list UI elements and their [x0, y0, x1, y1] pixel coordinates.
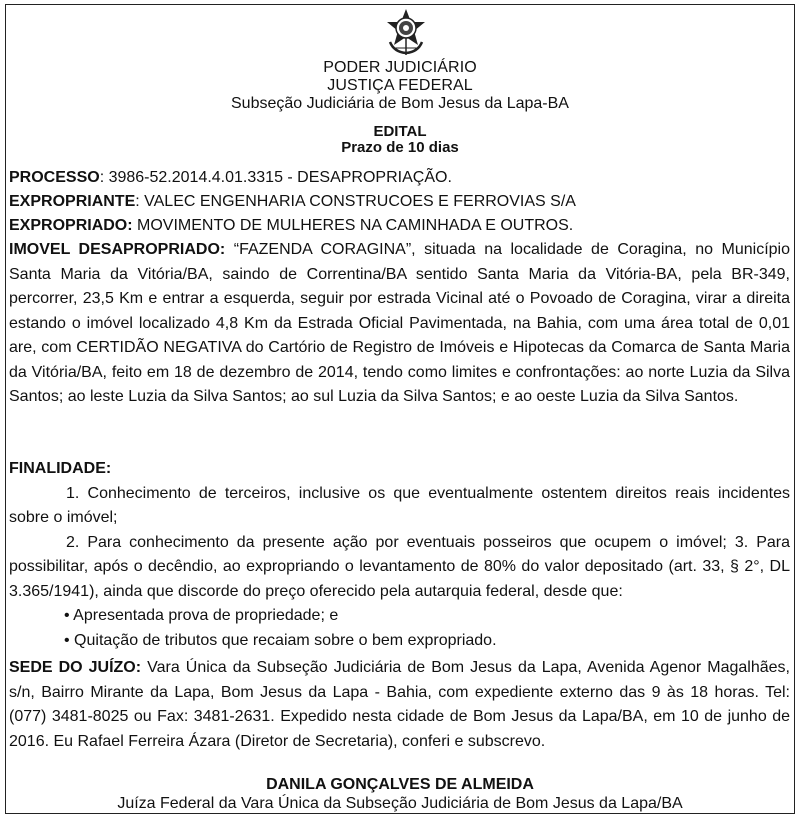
finalidade-item-1: 1. Conhecimento de terceiros, inclusive os que eventualmente ostentem direitos reais incidentes sobre o imóvel; — [9, 484, 790, 526]
processo-value: : 3986-52.2014.4.01.3315 - DESAPROPRIAÇÃO. — [99, 169, 452, 186]
brazil-coat-of-arms-icon — [384, 8, 428, 56]
expropriante-line — [9, 190, 790, 214]
case-info — [9, 166, 790, 238]
processo-label: PROCESSO — [9, 169, 100, 186]
edital-title — [6, 124, 794, 156]
imovel-paragraph — [9, 238, 790, 410]
expropriado-line — [9, 214, 790, 238]
finalidade-section — [9, 457, 790, 653]
sede-label: SEDE DO JUÍZO: — [9, 659, 142, 676]
finalidade-item-2: 2. Para conhecimento da presente ação por eventuais posseiros que ocupem o imóvel; 3. Para possibilitar, após o decêndio, ao expropriando o levantamento de 80% do valor depositado (art. 33, § 2°, DL 3.365/1941), ainda que discorde do preço oferecido pela autarquia federal, desde que: — [9, 533, 790, 600]
header-line-justica: JUSTIÇA FEDERAL — [327, 77, 473, 94]
expropriado-value: MOVIMENTO DE MULHERES NA CAMINHADA E OUTROS. — [132, 217, 574, 234]
signature-role: Juíza Federal da Vara Única da Subseção Judiciária de Bom Jesus da Lapa/BA — [117, 795, 683, 812]
sede-paragraph — [9, 656, 790, 754]
title-main: EDITAL — [373, 123, 427, 140]
imovel-text: “FAZENDA CORAGINA”, situada na localidade de Coragina, no Município Santa Maria da Vitória/BA, saindo de Correntina/BA sentido Santa Maria da Vitória-BA, pela BR-349, percorrer, 23,5 Km e entrar a esquerda, seguir por estrada Vicinal até o Povoado de Coragina, virar a direita estando o imóvel localizado 4,8 Km da Estrada Oficial Pavimentada, na Bahia, com uma área total de 0,01 are, com CERTIDÃO NEGATIVA do Cartório de Registro de Imóveis e Hipotecas da Comarca de Santa Maria da Vitória/BA, feito em 18 de dezembro de 2014, tendo como limites e confrontações: ao norte Luzia da Silva Santos; ao leste Luzia da Silva Santos; ao sul Luzia da Silva Santos; e ao oeste Luzia da Silva Santos. — [9, 241, 791, 405]
edital-document — [5, 4, 795, 814]
court-header — [6, 59, 794, 113]
header-line-poder: PODER JUDICIÁRIO — [323, 59, 477, 76]
imovel-label: IMOVEL DESAPROPRIADO: — [9, 241, 226, 258]
expropriante-value: : VALEC ENGENHARIA CONSTRUCOES E FERROVIAS S/A — [135, 193, 576, 210]
finalidade-label-text: FINALIDADE: — [9, 460, 112, 477]
finalidade-bullet-1: • Apresentada prova de propriedade; e — [64, 607, 339, 624]
expropriante-label: EXPROPRIANTE — [9, 193, 136, 210]
processo-line — [9, 166, 790, 190]
finalidade-bullet-2: • Quitação de tributos que recaiam sobre o bem expropriado. — [64, 631, 497, 649]
signature-name: DANILA GONÇALVES DE ALMEIDA — [266, 776, 534, 793]
finalidade-label — [9, 457, 790, 482]
title-sub: Prazo de 10 dias — [341, 139, 459, 156]
header-line-subsecao: Subseção Judiciária de Bom Jesus da Lapa-BA — [231, 95, 569, 112]
signature-block — [6, 775, 794, 813]
expropriado-label: EXPROPRIADO: — [9, 217, 133, 234]
sede-text: Vara Única da Subseção Judiciária de Bom Jesus da Lapa, Avenida Agenor Magalhães, s/n, Bairro Mirante da Lapa, Bom Jesus da Lapa - Bahia, com expediente externo das 9 às 18 horas. Tel: (077) 3481-8025 ou Fax: 3481-2631. Expedido nesta cidade de Bom Jesus da Lapa/BA, em 10 de junho de 2016. Eu Rafael Ferreira Ázara (Diretor de Secretaria), conferi e subscrevo. — [9, 659, 791, 750]
